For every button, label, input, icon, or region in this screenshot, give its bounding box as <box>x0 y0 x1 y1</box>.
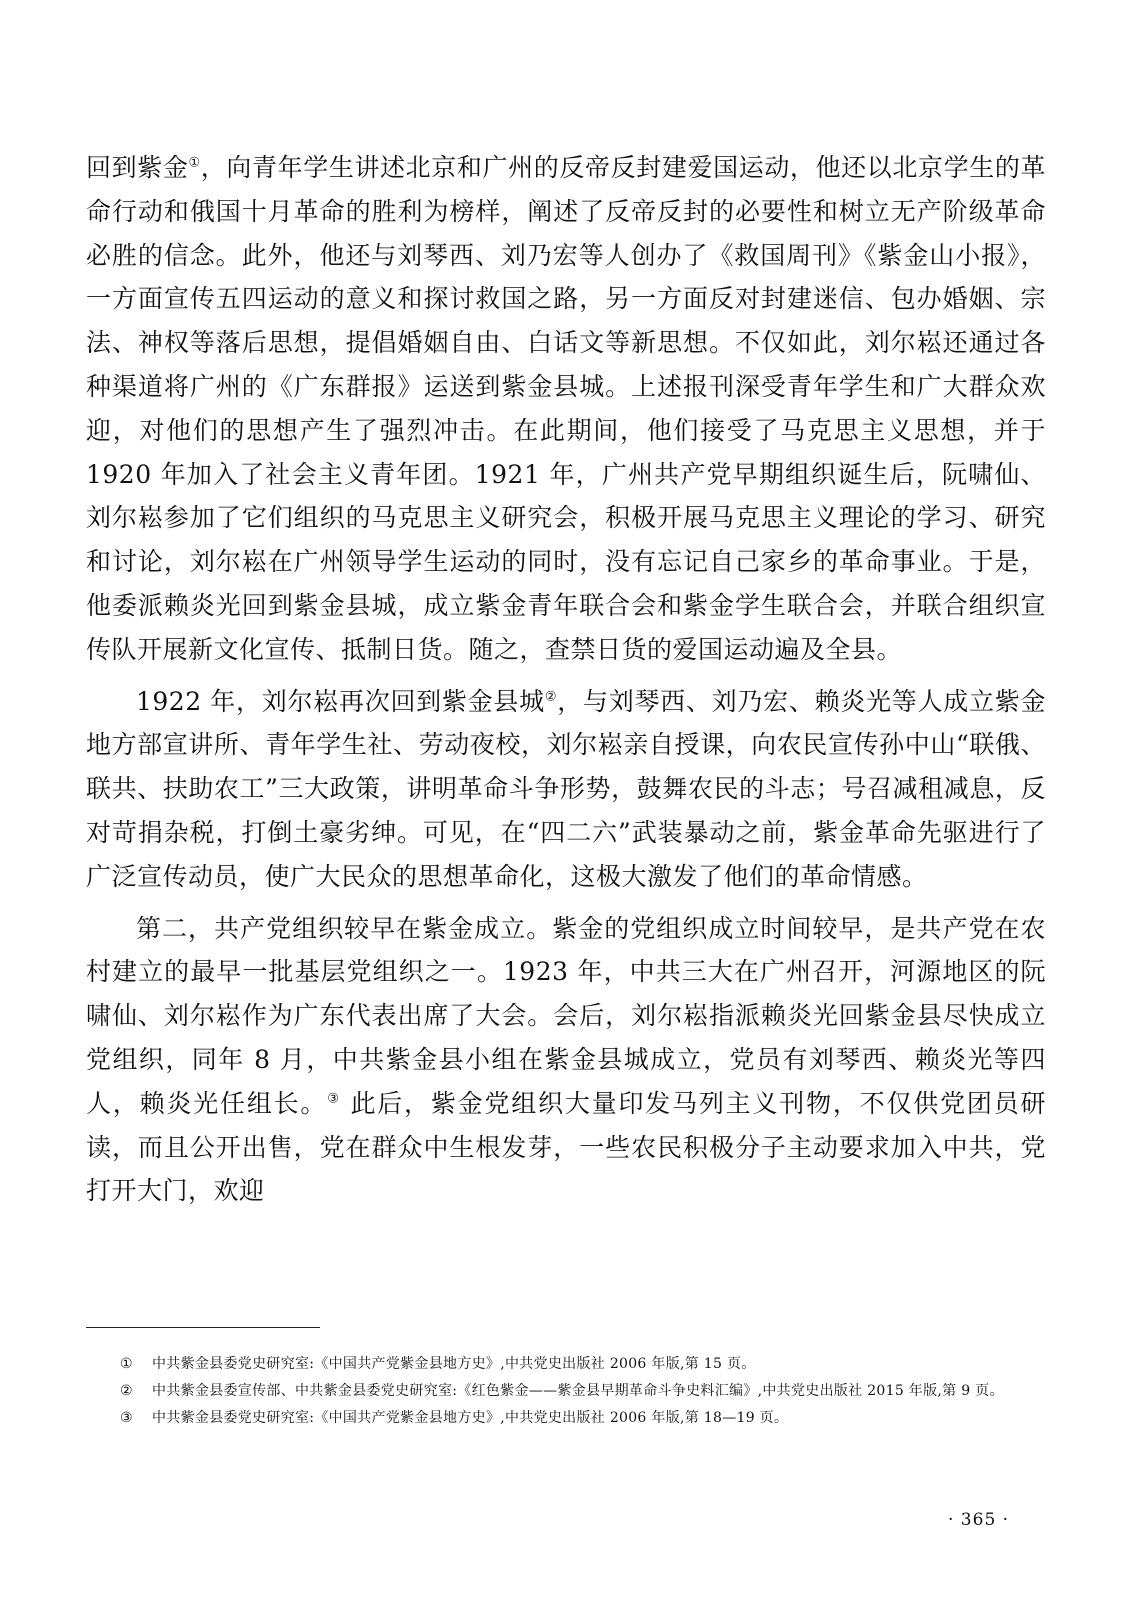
footnote-mark: ② <box>120 1383 133 1399</box>
footnote <box>86 1351 1046 1378</box>
footnote-text: 中共紫金县委党史研究室:《中国共产党紫金县地方史》,中共党史出版社 2006 年版,第 15 页。 <box>152 1356 756 1372</box>
footnote-mark: ③ <box>120 1410 133 1426</box>
footnote-separator <box>86 1327 320 1328</box>
body-text <box>86 146 1046 1221</box>
paragraph-text: ，向青年学生讲述北京和广州的反帝反封建爱国运动，他还以北京学生的革命行动和俄国十月革命的胜利为榜样，阐述了反帝反封的必要性和树立无产阶级革命必胜的信念。此外，他还与刘琴西、刘乃宏等人创办了《救国周刊》《紫金山小报》，一方面宣传五四运动的意义和探讨救国之路，另一方面反对封建迷信、包办婚姻、宗法、神权等落后思想，提倡婚姻自由、白话文等新思想。不仅如此，刘尔崧还通过各种渠道将广州的《广东群报》运送到紫金县城。上述报刊深受青年学生和广大群众欢迎，对他们的思想产生了强烈冲击。在此期间，他们接受了马克思主义思想，并于 1920 年加入了社会主义青年团。1921 年，广州共产党早期组织诞生后，阮啸仙、刘尔崧参加了它们组织的马克思主义研究会，积极开展马克思主义理论的学习、研究和讨论，刘尔崧在广州领导学生运动的同时，没有忘记自己家乡的革命事业。于是，他委派赖炎光回到紫金县城，成立紫金青年联合会和紫金学生联合会，并联合组织宣传队开展新文化宣传、抵制日货。随之，查禁日货的爱国运动遍及全县。 <box>86 153 1046 664</box>
paragraph-text: 回到紫金 <box>86 153 189 182</box>
footnote <box>86 1378 1046 1405</box>
page-number: · 365 · <box>948 1510 1010 1530</box>
footnote-mark: ① <box>120 1356 133 1372</box>
paragraph <box>86 146 1046 672</box>
paragraph-text: 第二，共产党组织较早在紫金成立。紫金的党组织成立时间较早，是共产党在农村建立的最早一批基层党组织之一。1923 年，中共三大在广州召开，河源地区的阮啸仙、刘尔崧作为广东代表出席了大会。会后，刘尔崧指派赖炎光回紫金县尽快成立党组织，同年 8 月，中共紫金县小组在紫金县城成立，党员有刘琴西、赖炎光等四人，赖炎光任组长。 <box>86 913 1046 1118</box>
paragraph <box>86 680 1046 899</box>
paragraph <box>86 907 1046 1214</box>
footnote-ref: ② <box>544 689 558 705</box>
paragraph-text: 1922 年，刘尔崧再次回到紫金县城 <box>136 686 545 716</box>
footnote-text: 中共紫金县委宣传部、中共紫金县委党史研究室:《红色紫金——紫金县早期革命斗争史料汇编》,中共党史出版社 2015 年版,第 9 页。 <box>152 1383 1004 1399</box>
paragraph-text: 此后，紫金党组织大量印发马列主义刊物，不仅供党团员研读，而且公开出售，党在群众中生根发芽，一些农民积极分子主动要求加入中共，党打开大门，欢迎 <box>86 1088 1047 1206</box>
footnote <box>86 1405 1046 1432</box>
footnote-ref: ③ <box>327 1091 341 1107</box>
footnotes <box>86 1351 1046 1432</box>
footnote-text: 中共紫金县委党史研究室:《中国共产党紫金县地方史》,中共党史出版社 2006 年版,第 18—19 页。 <box>152 1410 789 1426</box>
paragraph-text: ，与刘琴西、刘乃宏、赖炎光等人成立紫金地方部宣讲所、青年学生社、劳动夜校，刘尔崧亲自授课，向农民宣传孙中山“联俄、联共、扶助农工”三大政策，讲明革命斗争形势，鼓舞农民的斗志；号召减租减息，反对苛捐杂税，打倒土豪劣绅。可见，在“四二六”武装暴动之前，紫金革命先驱进行了广泛宣传动员，使广大民众的思想革命化，这极大激发了他们的革命情感。 <box>86 686 1046 891</box>
footnote-ref: ① <box>188 155 201 171</box>
